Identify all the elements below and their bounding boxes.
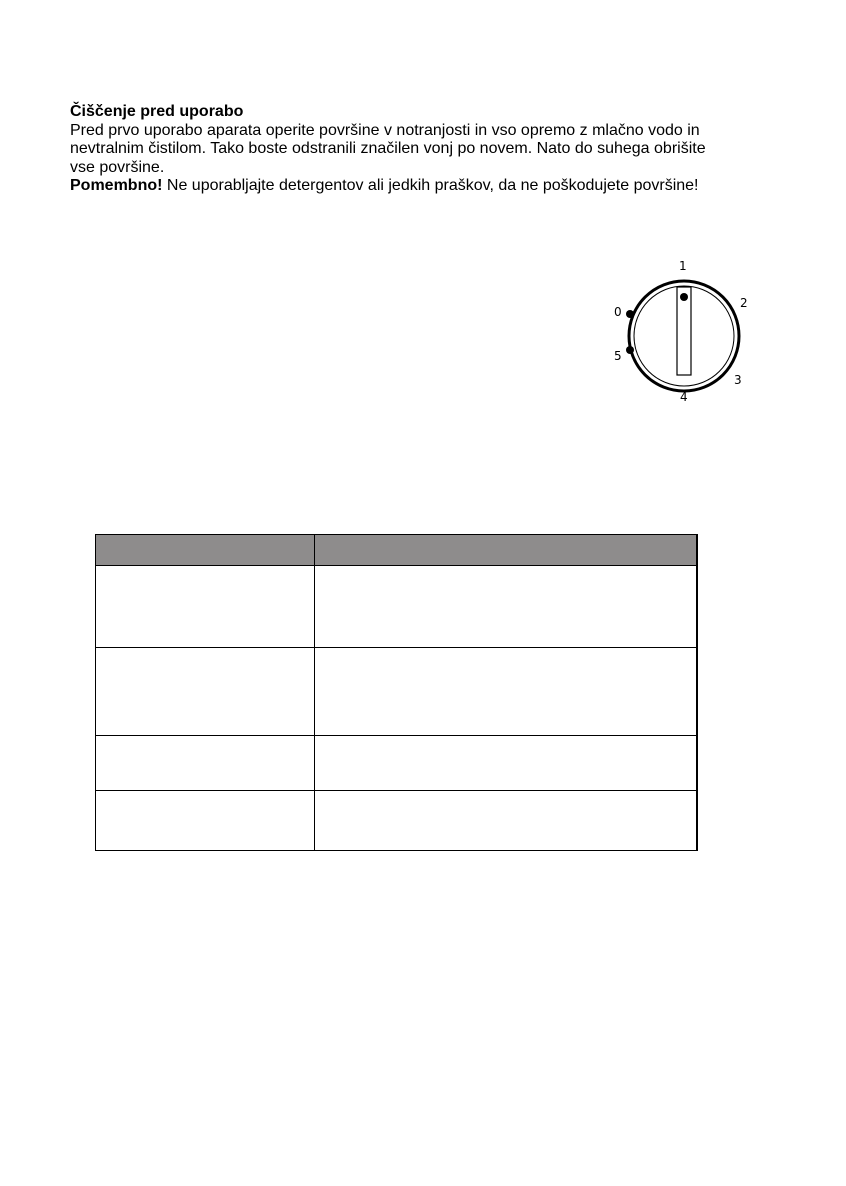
paragraph-line-3: vse površine.: [70, 158, 165, 176]
table-cell: [315, 790, 698, 850]
table-row: [96, 647, 698, 736]
table-cell: [96, 736, 315, 790]
control-dial-diagram: [606, 254, 756, 406]
dial-label-3: 3: [734, 373, 742, 387]
settings-table-grid: [95, 534, 698, 851]
dial-label-4: 4: [680, 390, 688, 404]
paragraph-line-1: Pred prvo uporabo aparata operite površine v notranjosti in vso opremo z mlačno vodo in: [70, 121, 700, 139]
warning-line: [70, 177, 770, 196]
dial-label-1: 1: [679, 259, 687, 273]
table-row: [96, 736, 698, 790]
warning-text: Ne uporabljajte detergentov ali jedkih praškov, da ne poškodujete površine!: [162, 177, 699, 194]
section-heading: Čiščenje pred uporabo: [70, 103, 244, 120]
dial-marker-0: [626, 310, 634, 318]
table-cell: [96, 647, 315, 736]
dial-svg: [606, 254, 756, 406]
table-header-cell: [315, 535, 698, 566]
cleaning-section: [70, 103, 770, 196]
table-cell: [315, 647, 698, 736]
dial-label-0: 0: [614, 305, 622, 319]
table-cell: [315, 736, 698, 790]
table-cell: [96, 790, 315, 850]
table-row: [96, 790, 698, 850]
dial-label-5: 5: [614, 349, 622, 363]
table-cell: [315, 566, 698, 648]
paragraph-line-2: nevtralnim čistilom. Tako boste odstranili značilen vonj po novem. Nato do suhega obrišite: [70, 140, 706, 157]
settings-table: [95, 534, 698, 851]
dial-marker-5: [626, 346, 634, 354]
table-row: [96, 566, 698, 648]
warning-label: Pomembno!: [70, 177, 163, 194]
table-header-cell: [96, 535, 315, 566]
dial-label-2: 2: [740, 296, 748, 310]
table-cell: [96, 566, 315, 648]
dial-indicator-dot: [680, 293, 688, 301]
table-header-row: [96, 535, 698, 566]
